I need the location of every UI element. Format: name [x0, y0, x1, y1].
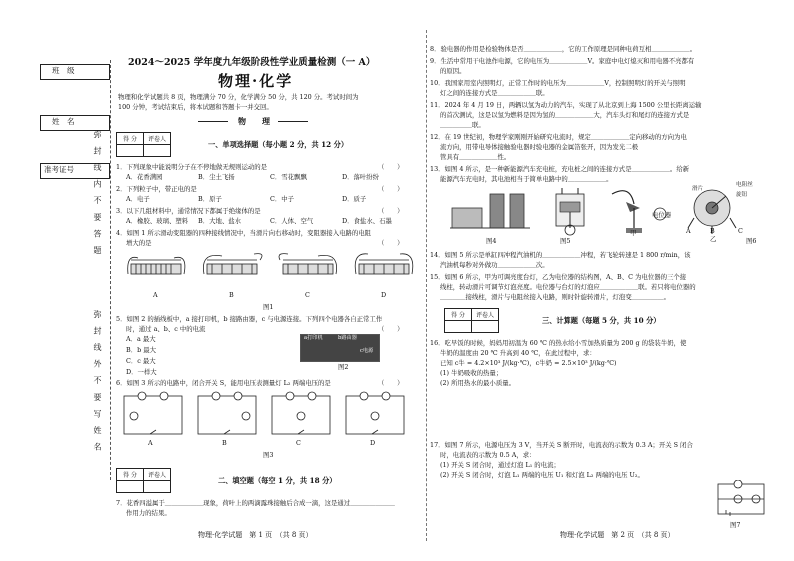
q15-line-1: 15．如图 6 所示，甲为可调亮度台灯，乙为电位器的结构图，A、B、C 为电位器的三个接: [430, 273, 687, 281]
q1-opt-a: A．花香满园: [126, 173, 163, 181]
q3-opt-a: A．橡胶、玻璃、塑料: [126, 217, 189, 225]
fig6-label-knob: 旋钮: [736, 192, 748, 198]
score-table-3: [444, 308, 499, 333]
q6: 6．如图 3 所示的电路中，闭合开关 S，能用电压表测量灯 L₂ 两端电压的是: [116, 379, 331, 387]
fig1-label-d: D: [381, 291, 387, 299]
exam-title: 2024～2025 学年度九年级阶段性学业质量检测（一 A）: [128, 57, 376, 68]
subject-title: 物理·化学: [218, 72, 294, 90]
q7-line-2: 作用力的结果。: [126, 509, 171, 517]
grader-input[interactable]: [472, 321, 499, 333]
q12-line-2: 流方向，用带电导体接触验电器时验电器的金属箔张开，因为发光二极: [440, 143, 639, 151]
q16-line-3: 已知 c牛 = 4.2×10³ J/(kg·℃)，c牛奶 = 2.5×10³ J/(kg·℃): [440, 359, 617, 367]
q4-line-2: 增大的是: [126, 239, 152, 247]
q5-line-1: 5．如图 2 的插线板中，a 接打印机，b 接路由器，c 与电源连接。下列四个电器各自正常工作: [116, 315, 383, 323]
intro-line-1: 物理和化学试题共 8 页，物理满分 70 分，化学满分 50 分，共 120 分。考试时间为: [118, 93, 359, 101]
part1-title: 一、单项选择题（每小题 2 分，共 12 分）: [208, 140, 349, 149]
q12-line-1: 12．在 19 世纪初，物理学家刚刚开始研究电流时，规定＿＿＿＿＿＿定向移动的方向为电: [430, 133, 687, 141]
q2-opt-d: D．质子: [342, 195, 367, 203]
q9-line-1: 9．生活中常用干电池作电源，它的电压为＿＿＿＿＿＿V。家庭中电灯熄灭和用电器不亮都有: [430, 57, 695, 65]
fig2-caption: 图2: [338, 363, 349, 371]
figure-4: [450, 188, 530, 236]
fig1-caption: 图1: [263, 303, 274, 311]
q1: 1．下列现象中能说明分子在不停地做无规则运动的是: [116, 163, 268, 171]
score-cell: 得 分: [117, 133, 144, 145]
fig2-label-c: c电源: [360, 348, 374, 354]
fig4-caption: 图4: [486, 237, 497, 245]
score-input[interactable]: [445, 321, 472, 333]
rheostat-b: [203, 254, 262, 274]
fig2-label-a: a打印机: [304, 335, 323, 341]
q17-line-4: (2) 开关 S 闭合时，灯泡 L₁ 两端的电压 U₁ 和灯泡 L₂ 两端的电压 U₂。: [440, 471, 644, 479]
grader-input[interactable]: [144, 145, 171, 157]
page-1: [8, 40, 420, 539]
fig1-label-c: C: [305, 291, 310, 299]
q1-paren: （ ）: [378, 163, 404, 171]
fig7-caption: 图7: [730, 521, 741, 529]
fig6-label-slider: 滑片: [692, 186, 704, 192]
q17-line-1: 17．如图 7 所示，电源电压为 3 V，当开关 S 断开时，电流表的示数为 0.3 A；开关 S 闭合: [430, 441, 693, 449]
fig6-label-wire: 电阻丝: [736, 182, 753, 188]
page-fold-line: [426, 30, 427, 541]
rheostat-d: [355, 254, 413, 274]
q3: 3．以下几组材料中，通常情况下都属于绝缘体的是: [116, 207, 261, 215]
q3-opt-c: C．人体、空气: [270, 217, 314, 225]
q16-line-4: (1) 牛奶吸收的热量；: [440, 369, 503, 377]
page-2: [430, 40, 788, 539]
q15-line-2: 线柱，转动滑片可调节灯泡亮度。电位器与台灯的灯泡应＿＿＿＿＿＿联。若只将电位器的: [440, 283, 696, 291]
rheostat-c: [279, 254, 337, 274]
q3-paren: （ ）: [378, 207, 404, 215]
q8: 8．验电器的作用是检验物体是否＿＿＿＿＿＿，它的工作原理是同种电荷互相＿＿＿＿＿＿。: [430, 45, 697, 53]
section-physics: 物 理: [238, 116, 270, 126]
q5-opt-a: A．a 最大: [126, 335, 156, 343]
q17-line-3: (1) 开关 S 闭合时，通过灯泡 L₁ 的电流；: [440, 461, 560, 469]
q2: 2．下列粒子中，带正电的是: [116, 185, 197, 193]
q5-opt-d: D．一样大: [126, 368, 157, 376]
q10-line-1: 10．我国家用室内照明灯，正常工作时的电压为＿＿＿＿＿＿V，控制照明灯的开关与照明: [430, 79, 686, 87]
rheostat-a: [128, 257, 185, 274]
q3-opt-d: D．食盐水、石墨: [342, 217, 392, 225]
q2-opt-b: B．原子: [198, 195, 222, 203]
grader-cell: 评卷人: [144, 133, 171, 145]
q11-line-1: 11．2024 年 4 月 19 日，两辆以氢为动力的汽车，实现了从北京到上海 1500 公里长距离运输: [430, 101, 702, 109]
fig5-potentiometer-label: 电位器: [652, 211, 672, 219]
q14-line-2: 汽油机每秒对外做功＿＿＿＿＿＿次。: [440, 261, 549, 269]
figure-5: [548, 184, 592, 236]
fig6-label-a: A: [686, 227, 691, 235]
q2-paren: （ ）: [378, 185, 404, 193]
q13-line-2: 能源汽车充电时，其电池相当于简单电路中的＿＿＿＿＿＿。: [440, 175, 613, 183]
q6-paren: （ ）: [378, 379, 404, 387]
ticket-label: 准考证号: [44, 165, 74, 174]
fig3-label-a: A: [148, 439, 153, 447]
fig2-label-b: b路由器: [338, 335, 357, 341]
q3-opt-b: B．大地、盐水: [198, 217, 242, 225]
score-cell: 得 分: [445, 309, 472, 321]
fig3-label-d: D: [370, 439, 376, 447]
q2-opt-c: C．中子: [270, 195, 295, 203]
name-label: 姓 名: [52, 117, 75, 126]
q4-line-1: 4．如图 1 所示滑动变阻器的四种接线情况中，当滑片向右移动时，变阻器接入电路的电阻: [116, 229, 372, 237]
seal-text: 弥 封 线 内 不 要 答 题: [93, 130, 102, 257]
score-input[interactable]: [117, 145, 144, 157]
section-rule-left: [198, 121, 228, 122]
seal-text-2: 弥 封 线 外 不 要 写 姓 名: [93, 310, 102, 454]
score-cell: 得 分: [117, 469, 144, 481]
fig5-sub-yi: 乙: [710, 235, 717, 243]
q13-line-1: 13．如图 4 所示，是一种新能源汽车充电桩，充电桩之间的连接方式是＿＿＿＿＿＿。给新: [430, 165, 690, 173]
q9-line-2: 的原因。: [440, 67, 466, 75]
score-input[interactable]: [117, 481, 144, 493]
fig5-caption: 图5: [560, 237, 571, 245]
q5-paren: （ ）: [378, 325, 404, 333]
q1-opt-d: D．落叶纷纷: [342, 173, 380, 181]
q5-opt-b: B．b 最大: [126, 346, 156, 354]
section-rule-right: [278, 121, 308, 122]
q5-opt-c: C．c 最大: [126, 357, 156, 365]
class-label: 班 级: [52, 66, 75, 75]
fig6-label-c: C: [738, 227, 743, 235]
q1-opt-c: C．雪花飘飘: [270, 173, 307, 181]
q14-line-1: 14．如图 5 所示是单缸四冲程汽油机的＿＿＿＿＿＿冲程，若飞轮转速是 1 800 r/min，该: [430, 251, 691, 259]
q16-line-5: (2) 所用热水的最小质量。: [440, 379, 515, 387]
footer-page-1: 物理·化学试题 第 1 页 （共 8 页）: [198, 531, 313, 539]
grader-input[interactable]: [144, 481, 171, 493]
fig1-label-a: A: [153, 291, 158, 299]
fig6-caption: 图6: [746, 237, 757, 245]
fig3-label-c: C: [296, 439, 301, 447]
fig1-label-b: B: [229, 291, 234, 299]
footer-page-2: 物理·化学试题 第 2 页 （共 8 页）: [560, 531, 675, 539]
q10-line-2: 灯之间的连接方式是＿＿＿＿＿＿联。: [440, 89, 549, 97]
q17-line-2: 时，电流表的示数为 0.5 A，求：: [440, 451, 536, 459]
figure-3: [120, 390, 410, 446]
q1-opt-b: B．尘土飞扬: [198, 173, 235, 181]
fig3-caption: 图3: [263, 451, 274, 459]
q16-line-2: 牛奶的温度由 20 ℃ 升高到 40 ℃，在此过程中，求：: [440, 349, 596, 357]
q7-line-1: 7．花香四溢属于＿＿＿＿＿＿现象，荷叶上的两滴露珠接触后合成一滴，这是通过＿＿＿＿＿＿＿: [116, 499, 395, 507]
grader-cell: 评卷人: [144, 469, 171, 481]
fig5-sub-jia: 甲: [630, 229, 637, 237]
part2-title: 二、填空题（每空 1 分，共 18 分）: [218, 476, 337, 485]
figure-1: [126, 250, 416, 292]
q11-line-2: 的首次测试，这是以氢为燃料是因为氢的＿＿＿＿＿＿大，汽车头灯和尾灯的连接方式是: [440, 111, 690, 119]
figure-7: [712, 480, 772, 520]
fig3-label-b: B: [222, 439, 227, 447]
q11-line-3: ＿＿＿＿＿联。: [440, 121, 485, 129]
score-table-2: [116, 468, 171, 493]
q4-paren: （ ）: [378, 239, 404, 247]
score-table-1: [116, 132, 171, 157]
q5-line-2: 时，通过 a、b、c 中的电流: [126, 325, 206, 333]
q16-line-1: 16．吃早饭的时候，妈妈用初温为 60 ℃ 的热水给小雪加热质量为 200 g 的袋装牛奶，使: [430, 339, 687, 347]
q15-line-3: ＿＿＿＿接线柱，滑片与电阻丝接入电路，则时针旋转滑片，灯泡变＿＿＿＿＿。: [440, 293, 671, 301]
part3-title: 三、计算题（每题 5 分，共 10 分）: [542, 316, 661, 325]
q12-line-3: 管具有＿＿＿＿＿＿性。: [440, 153, 511, 161]
intro-line-2: 100 分钟，考试结束后，将本试题和答题卡一并交回。: [118, 103, 273, 111]
q2-opt-a: A．电子: [126, 195, 150, 203]
fig6-label-b: B: [710, 227, 715, 235]
grader-cell: 评卷人: [472, 309, 499, 321]
